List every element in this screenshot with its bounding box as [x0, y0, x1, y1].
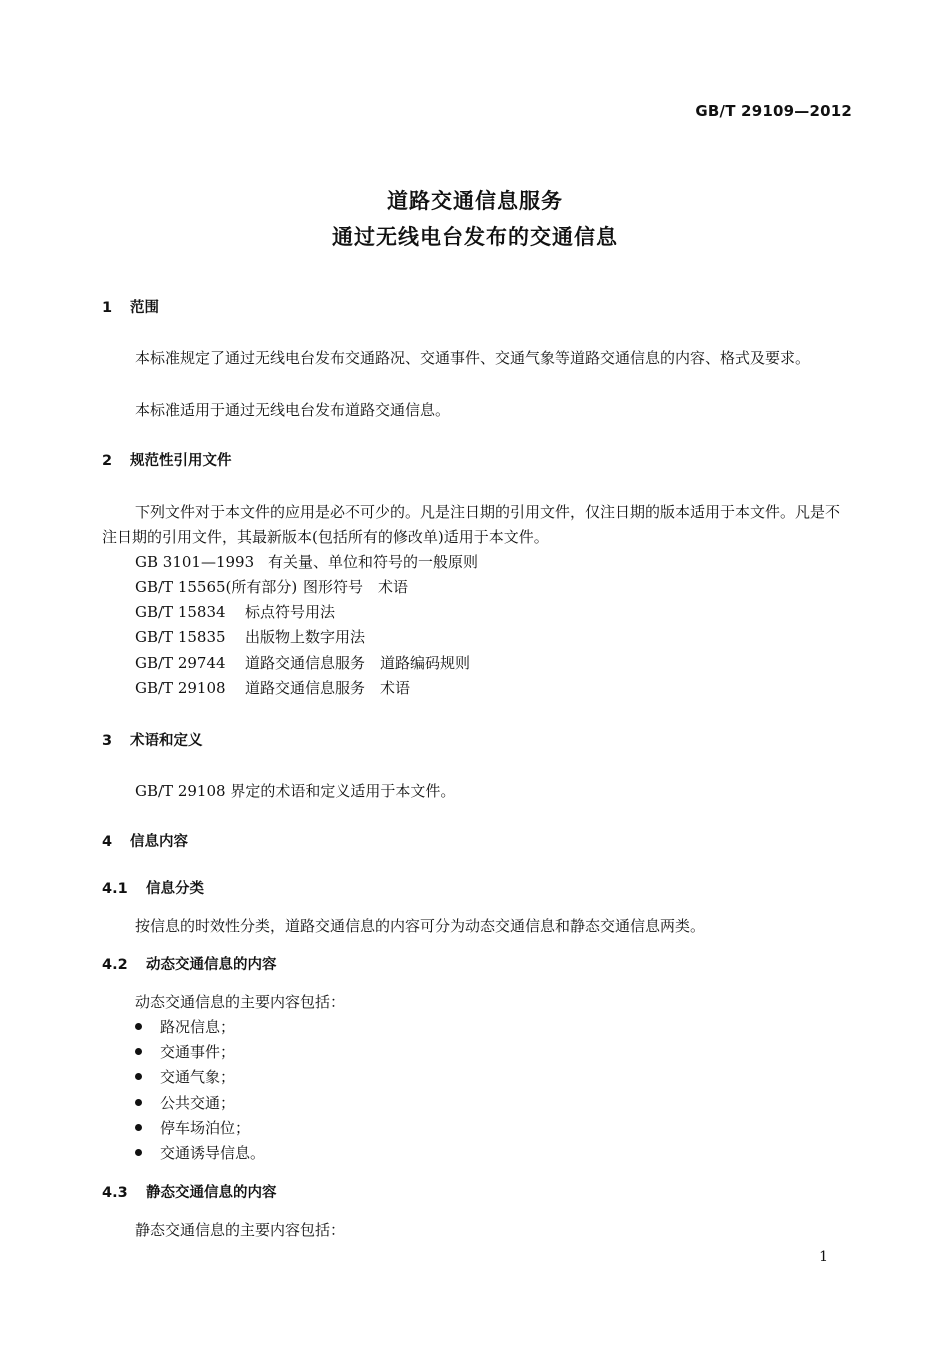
- bullet-icon: [135, 1149, 142, 1156]
- reference-title: 有关量、单位和符号的一般原则: [268, 553, 479, 571]
- section-title: 信息分类: [146, 881, 204, 897]
- list-item-text: 交通诱导信息。: [160, 1144, 266, 1162]
- list-item: [135, 1092, 235, 1113]
- section-4-2-heading: [102, 953, 277, 974]
- section-title: 范围: [130, 300, 159, 316]
- reference-code: GB/T 15834: [135, 603, 226, 621]
- section-number: 1: [102, 300, 113, 316]
- section-number: 4.2: [102, 957, 128, 973]
- section-4-3-heading: [102, 1181, 277, 1202]
- section-number: 2: [102, 453, 113, 469]
- list-item: [135, 1117, 250, 1138]
- bullet-icon: [135, 1023, 142, 1030]
- section-4-2-intro: 动态交通信息的主要内容包括：: [135, 993, 346, 1011]
- section-4-1-heading: [102, 877, 204, 898]
- normative-reference: [135, 652, 470, 673]
- document-title-line2: 通过无线电台发布的交通信息: [332, 225, 618, 249]
- reference-code: GB/T 29108: [135, 679, 226, 697]
- normative-reference: [135, 626, 365, 647]
- list-item-text: 停车场泊位；: [160, 1119, 251, 1137]
- section-4-1-paragraph-1: 按信息的时效性分类，道路交通信息的内容可分为动态交通信息和静态交通信息两类。: [135, 917, 706, 935]
- normative-reference: [135, 677, 410, 698]
- section-title: 规范性引用文件: [130, 453, 232, 469]
- reference-title: 道路交通信息服务 术语: [245, 679, 411, 697]
- normative-reference: [135, 551, 478, 572]
- standard-code: GB/T 29109—2012: [695, 102, 852, 120]
- reference-title: 标点符号用法: [245, 603, 336, 621]
- list-item: [135, 1041, 235, 1062]
- bullet-icon: [135, 1073, 142, 1080]
- section-2-heading: [102, 449, 232, 470]
- section-2-paragraph-1: 下列文件对于本文件的应用是必不可少的。凡是注日期的引用文件，仅注日期的版本适用于本文件。凡是不注日期的引用文件，其最新版本(包括所有的修改单)适用于本文件。: [102, 503, 841, 546]
- section-title: 信息内容: [130, 834, 188, 850]
- list-item: [135, 1016, 235, 1037]
- section-title: 动态交通信息的内容: [146, 957, 277, 973]
- reference-code: GB/T 29744: [135, 654, 226, 672]
- section-4-heading: [102, 830, 188, 851]
- reference-title: 道路交通信息服务 道路编码规则: [245, 654, 471, 672]
- list-item-text: 交通事件；: [160, 1043, 236, 1061]
- bullet-icon: [135, 1124, 142, 1131]
- section-title: 静态交通信息的内容: [146, 1185, 277, 1201]
- reference-title: 图形符号 术语: [303, 578, 409, 596]
- section-1-paragraph-2: 本标准适用于通过无线电台发布道路交通信息。: [135, 401, 451, 419]
- section-number: 4.1: [102, 881, 128, 897]
- normative-reference: [135, 576, 408, 597]
- document-title-line1: 道路交通信息服务: [387, 189, 563, 213]
- list-item-text: 交通气象；: [160, 1068, 236, 1086]
- section-1-heading: [102, 296, 159, 317]
- bullet-icon: [135, 1099, 142, 1106]
- reference-title: 出版物上数字用法: [245, 628, 366, 646]
- section-title: 术语和定义: [130, 733, 203, 749]
- reference-code: GB/T 15565(所有部分): [135, 578, 298, 596]
- section-1-paragraph-1: 本标准规定了通过无线电台发布交通路况、交通事件、交通气象等道路交通信息的内容、格式及要求。: [135, 349, 811, 367]
- list-item: [135, 1066, 235, 1087]
- list-item-text: 公共交通；: [160, 1094, 236, 1112]
- normative-reference: [135, 601, 335, 622]
- section-number: 4.3: [102, 1185, 128, 1201]
- list-item-text: 路况信息；: [160, 1018, 236, 1036]
- section-4-3-intro: 静态交通信息的主要内容包括：: [135, 1221, 346, 1239]
- section-3-heading: [102, 729, 203, 750]
- section-number: 4: [102, 834, 113, 850]
- page-number: 1: [819, 1249, 828, 1265]
- section-number: 3: [102, 733, 113, 749]
- reference-code: GB 3101—1993: [135, 553, 255, 571]
- list-item: [135, 1142, 265, 1163]
- reference-code: GB/T 15835: [135, 628, 226, 646]
- bullet-icon: [135, 1048, 142, 1055]
- section-3-paragraph-1: GB/T 29108 界定的术语和定义适用于本文件。: [135, 782, 456, 800]
